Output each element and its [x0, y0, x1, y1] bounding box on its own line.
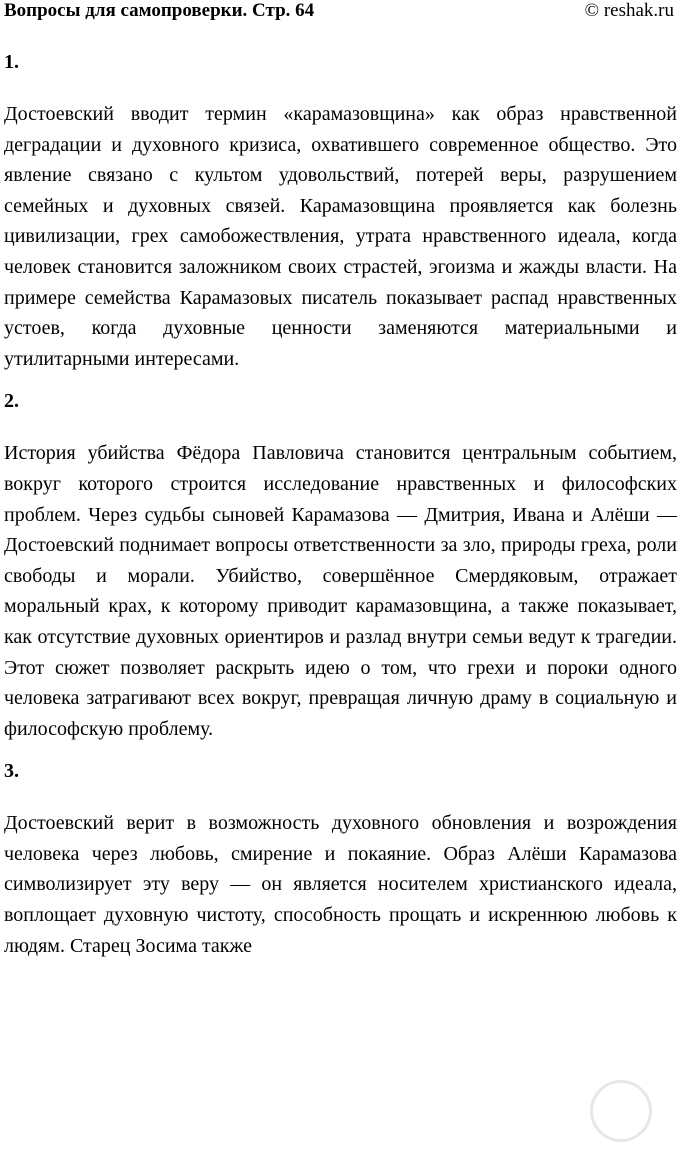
answers-content: [4, 40, 677, 961]
source-credit: © reshak.ru: [584, 0, 674, 21]
watermark-logo-icon: [590, 1080, 652, 1142]
section-1-number: 1.: [4, 51, 19, 73]
section-2-number: 2.: [4, 390, 19, 413]
section-3-number: 3.: [4, 760, 19, 783]
section-2-text: История убийства Фёдора Павловича становится центральным событием, вокруг которого строится исследование нравственных и философских проблем. Через судьбы сыновей Карамазова — Дмитрия, Ивана и Алёши — Достоевский поднимает вопросы ответственности за зло, природы греха, роли свободы и морали. Убийство, совершённое Смердяковым, отражает моральный крах, к которому приводит карамазовщина, а также показывает, как отсутствие духовных ориентиров и разлад внутри семьи ведут к трагедии. Этот сюжет позволяет раскрыть идею о том, что грехи и пороки одного человека затрагивают всех вокруг, превращая личную драму в социальную и философскую проблему.: [4, 442, 677, 740]
page-header: [4, 0, 674, 26]
section-3-text: Достоевский верит в возможность духовного обновления и возрождения человека через любовь, смирение и покаяние. Образ Алёши Карамазова символизирует эту веру — он является носителем христианского идеала, воплощает духовную чистоту, способность прощать и искреннюю любовь к людям. Старец Зосима также: [4, 812, 677, 957]
page-title: Вопросы для самопроверки. Стр. 64: [4, 0, 315, 21]
section-1-text: Достоевский вводит термин «карамазовщина» как образ нравственной деградации и духовного кризиса, охватившего современное общество. Это явление связано с культом удовольствий, потерей веры, разрушением семейных и духовных связей. Карамазовщина проявляется как болезнь цивилизации, грех самобожествления, утрата нравственного идеала, когда человек становится заложником своих страстей, эгоизма и жажды власти. На примере семейства Карамазовых писатель показывает распад нравственных устоев, когда духовные ценности заменяются материальными и утилитарными интересами.: [4, 103, 677, 370]
